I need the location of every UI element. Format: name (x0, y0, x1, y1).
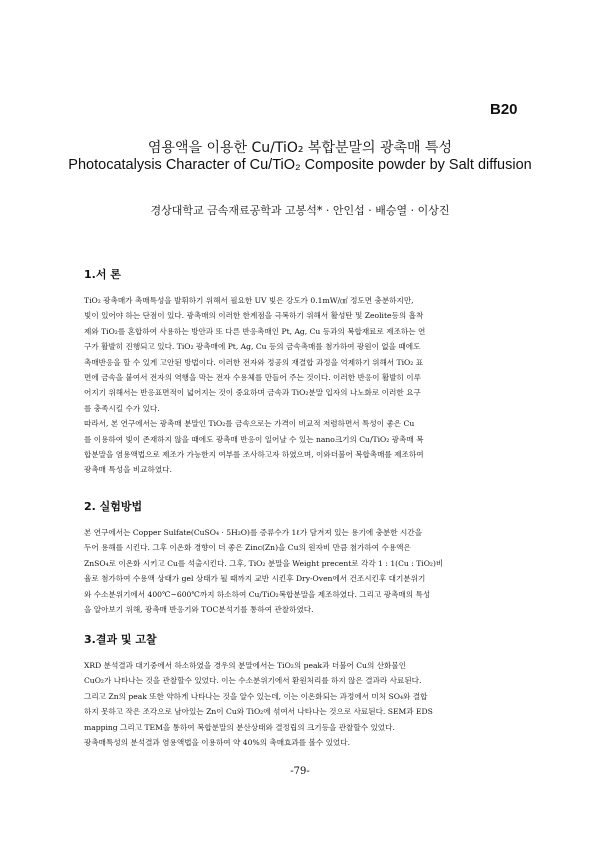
text-line: 제와 TiO₂를 혼합하여 사용하는 방안과 또 다른 반응촉매인 Pt, Ag, Cu 등과의 복합재료로 제조하는 연 (84, 326, 426, 336)
section-experimental (84, 498, 524, 617)
section-body (84, 525, 524, 617)
text-line: ZnSO₄로 이온화 시키고 Cu를 석출시킨다. 그후, TiO₂ 분말을 Weight precent로 각각 1 : 1(Cu : TiO₂)비 (84, 558, 444, 568)
english-title: Photocatalysis Character of Cu/TiO₂ Composite powder by Salt diffusion (68, 157, 532, 173)
section-heading: 3.결과 및 고찰 (84, 633, 157, 646)
text-line: 를 충족시킬 수가 있다. (84, 403, 160, 413)
text-line: 두어 용해를 시킨다. 그후 이온화 경향이 더 좋은 Zinc(Zn)을 Cu의 원자비 만큼 첨가하여 수용액은 (84, 543, 411, 553)
section-body (84, 658, 524, 750)
text-line: 따라서, 본 연구에서는 광촉매 분말인 TiO₂를 금속으로는 가격이 비교적 저렴하면서 특성이 좋은 Cu (84, 419, 415, 429)
text-line: 광촉매 특성을 비교하였다. (84, 465, 172, 475)
text-line: 빛이 있어야 하는 단점이 있다. 광촉매의 이러한 한계점을 극복하기 위해서 활성탄 및 Zeolite등의 흡착 (84, 311, 424, 321)
section-introduction (84, 266, 524, 478)
text-line: 광촉매특성의 분석결과 염용액법을 이용하여 약 40%의 촉매효과를 볼수 있었다. (84, 738, 351, 748)
text-line: 와 수소분위기에서 400℃~600℃까지 하소하여 Cu/TiO₂복합분말을 제조하였다. 그리고 광촉매의 특성 (84, 589, 431, 599)
author-line: 경상대학교 금속재료공학과 고봉석* · 안인섭 · 배승열 · 이상진 (150, 204, 450, 217)
text-line: 면에 금속을 붙여서 전자의 역행을 막는 전자 수용체를 만들어 주는 것이다. 이러한 반응이 활발히 이루 (84, 373, 421, 383)
page-number: -79- (290, 766, 310, 777)
section-heading: 2. 실험방법 (84, 500, 143, 513)
section-body (84, 293, 524, 478)
text-line: 구가 활발히 진행되고 있다. TiO₂ 광촉매에 Pt, Ag, Cu 등의 금속촉매를 첨가하여 광원이 없을 때에도 (84, 342, 421, 352)
text-line: CuO₂가 나타나는 것을 관찰할수 있었다. 이는 수소분위기에서 환원처리를 하지 않은 결과라 사료된다. (84, 676, 422, 686)
text-line: 그리고 Zn의 peak 또한 약하게 나타나는 것을 알수 있는데, 이는 이온화되는 과정에서 미처 SO₄와 결합 (84, 691, 428, 701)
text-line: 를 이용하여 빛이 존재하지 않을 때에도 광촉매 반응이 일어날 수 있는 nano크기의 Cu/TiO₂ 광촉매 복 (84, 434, 424, 444)
text-line: 하지 못하고 작은 조각으로 남아있는 Zn이 Cu와 TiO₂에 섞여서 나타나는 것으로 사료된다. SEM과 EDS (84, 707, 433, 717)
text-line: XRD 분석결과 대기중에서 하소하였을 경우의 분말에서는 TiO₂의 peak과 더불어 Cu의 산화물인 (84, 661, 407, 670)
text-line: 본 연구에서는 Copper Sulfate(CuSO₄ · 5H₂O)를 증류수가 1ℓ가 담겨져 있는 용기에 충분한 시간을 (84, 528, 423, 537)
korean-title: 염용액을 이용한 Cu/TiO₂ 복합분말의 광촉매 특성 (147, 140, 453, 156)
text-line: mapping 그리고 TEM을 통하여 복합분말의 분산상태와 결정립의 크기등을 관찰할수 있었다. (84, 722, 395, 732)
paper-code: B20 (490, 101, 518, 118)
text-line: 을 알아보기 위해, 광촉매 반응기와 TOC분석기를 통하여 관찰하였다. (84, 605, 314, 615)
section-results (84, 631, 524, 750)
text-line: TiO₂ 광촉매가 촉매특성을 발휘하기 위해서 필요한 UV 빛은 강도가 0.1mW/㎠ 정도면 충분하지만, (84, 296, 414, 305)
text-line: 촉매반응을 할 수 있게 고안된 방법이다. 이러한 전자와 정공의 재결합 과정을 억제하기 위해서 TiO₂ 표 (84, 357, 424, 367)
text-line: 합분말을 염용액법으로 제조가 가능한지 여부를 조사하고자 하였으며, 이와더불어 복합촉매를 제조하여 (84, 450, 424, 460)
section-heading: 1.서 론 (84, 268, 121, 281)
text-line: 어지기 위해서는 반응표면적이 넓어지는 것이 중요하며 금속과 TiO₂분말 입자의 나노화로 이러한 요구 (84, 388, 421, 398)
text-line: 율로 첨가하여 수용액 상태가 gel 상태가 될 때까지 교반 시킨후 Dry-Oven에서 건조시킨후 대기분위기 (84, 574, 426, 584)
